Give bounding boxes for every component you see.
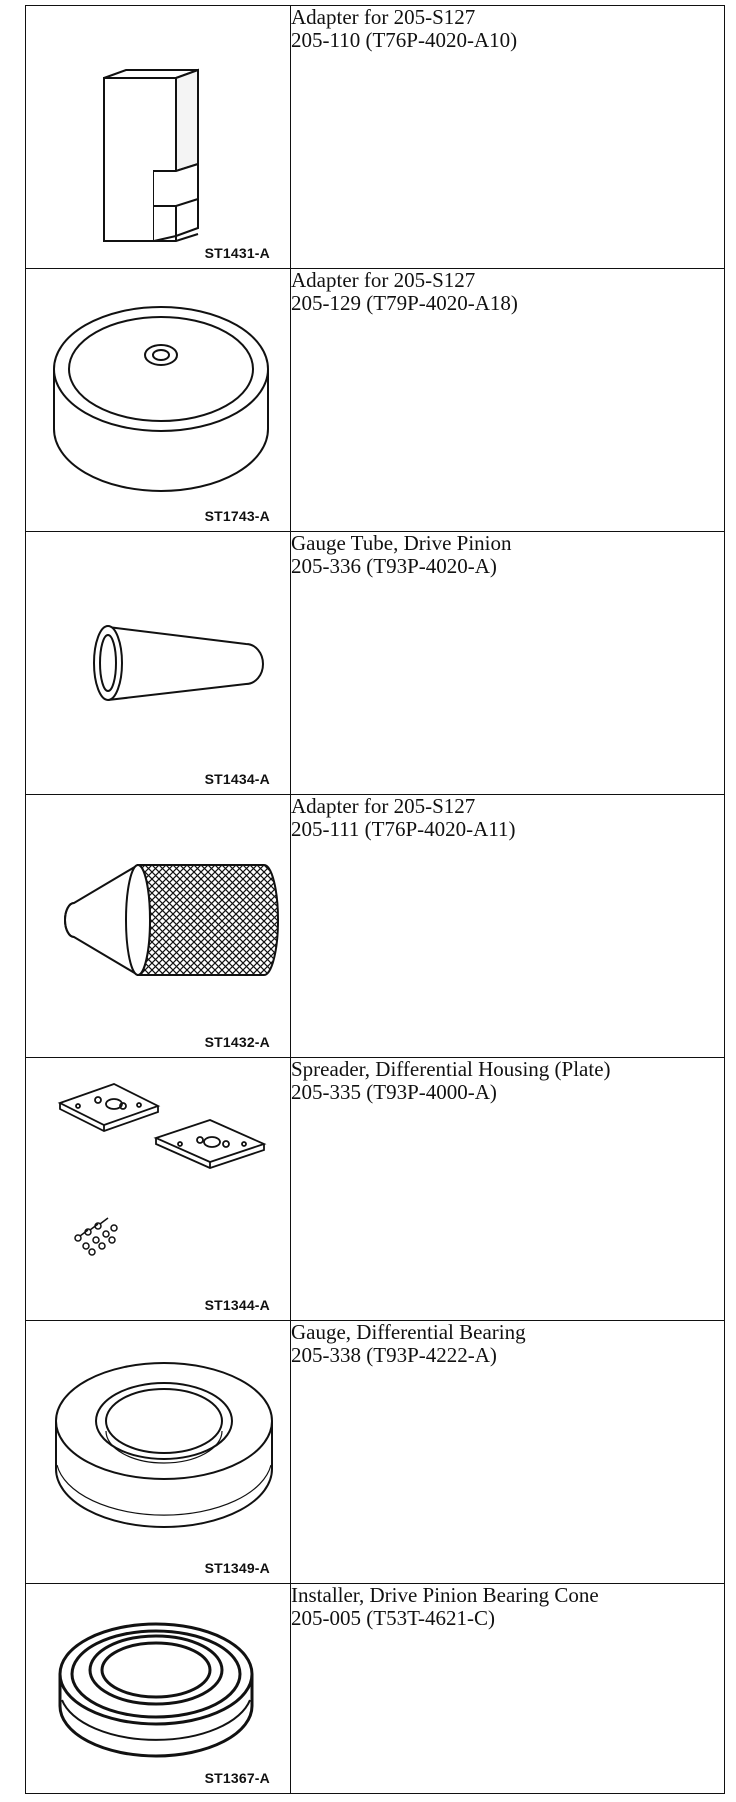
tool-text-cell — [291, 6, 725, 269]
tool-number: 205-005 (T53T-4621-C) — [291, 1606, 495, 1630]
tool-row — [26, 532, 725, 795]
spreader-plates-illustration — [26, 1058, 290, 1321]
tool-row — [26, 6, 725, 269]
tool-illustration-cell — [26, 532, 291, 795]
adapter-block-illustration — [26, 6, 290, 269]
bearing-gauge-illustration — [26, 1321, 290, 1584]
tool-number: 205-110 (T76P-4020-A10) — [291, 28, 518, 52]
tool-row — [26, 1058, 725, 1321]
tool-text-cell — [291, 1058, 725, 1321]
illustration-code: ST1349-A — [204, 1560, 270, 1576]
tool-number: 205-335 (T93P-4000-A) — [291, 1080, 497, 1104]
tool-text-cell — [291, 269, 725, 532]
tool-illustration-cell — [26, 269, 291, 532]
tool-description: Gauge Tube, Drive Pinion — [291, 531, 512, 555]
illustration-code: ST1367-A — [204, 1770, 270, 1786]
adapter-knurled-illustration — [26, 795, 290, 1058]
tool-text-cell — [291, 1584, 725, 1794]
special-tools-table — [25, 5, 725, 1794]
tool-number: 205-129 (T79P-4020-A18) — [291, 291, 518, 315]
tool-row — [26, 1584, 725, 1794]
tool-row — [26, 1321, 725, 1584]
illustration-code: ST1434-A — [204, 771, 270, 787]
tool-description: Gauge, Differential Bearing — [291, 1320, 526, 1344]
tool-description: Installer, Drive Pinion Bearing Cone — [291, 1583, 599, 1607]
tool-row — [26, 795, 725, 1058]
tool-description: Spreader, Differential Housing (Plate) — [291, 1057, 611, 1081]
tool-illustration-cell — [26, 1058, 291, 1321]
tool-text-cell — [291, 532, 725, 795]
adapter-disc-illustration — [26, 269, 290, 532]
tool-number: 205-111 (T76P-4020-A11) — [291, 817, 516, 841]
illustration-code: ST1743-A — [204, 508, 270, 524]
illustration-code: ST1432-A — [204, 1034, 270, 1050]
tool-illustration-cell — [26, 1321, 291, 1584]
tool-description: Adapter for 205-S127 — [291, 268, 476, 292]
tool-row — [26, 269, 725, 532]
illustration-code: ST1344-A — [204, 1297, 270, 1313]
tool-illustration-cell — [26, 6, 291, 269]
tool-text-cell — [291, 1321, 725, 1584]
tool-illustration-cell — [26, 795, 291, 1058]
tool-number: 205-338 (T93P-4222-A) — [291, 1343, 497, 1367]
tool-number: 205-336 (T93P-4020-A) — [291, 554, 497, 578]
illustration-code: ST1431-A — [204, 245, 270, 261]
tool-description: Adapter for 205-S127 — [291, 794, 476, 818]
tool-illustration-cell — [26, 1584, 291, 1794]
installer-ring-illustration — [26, 1584, 290, 1794]
gauge-tube-illustration — [26, 532, 290, 795]
tool-description: Adapter for 205-S127 — [291, 5, 476, 29]
tool-text-cell — [291, 795, 725, 1058]
